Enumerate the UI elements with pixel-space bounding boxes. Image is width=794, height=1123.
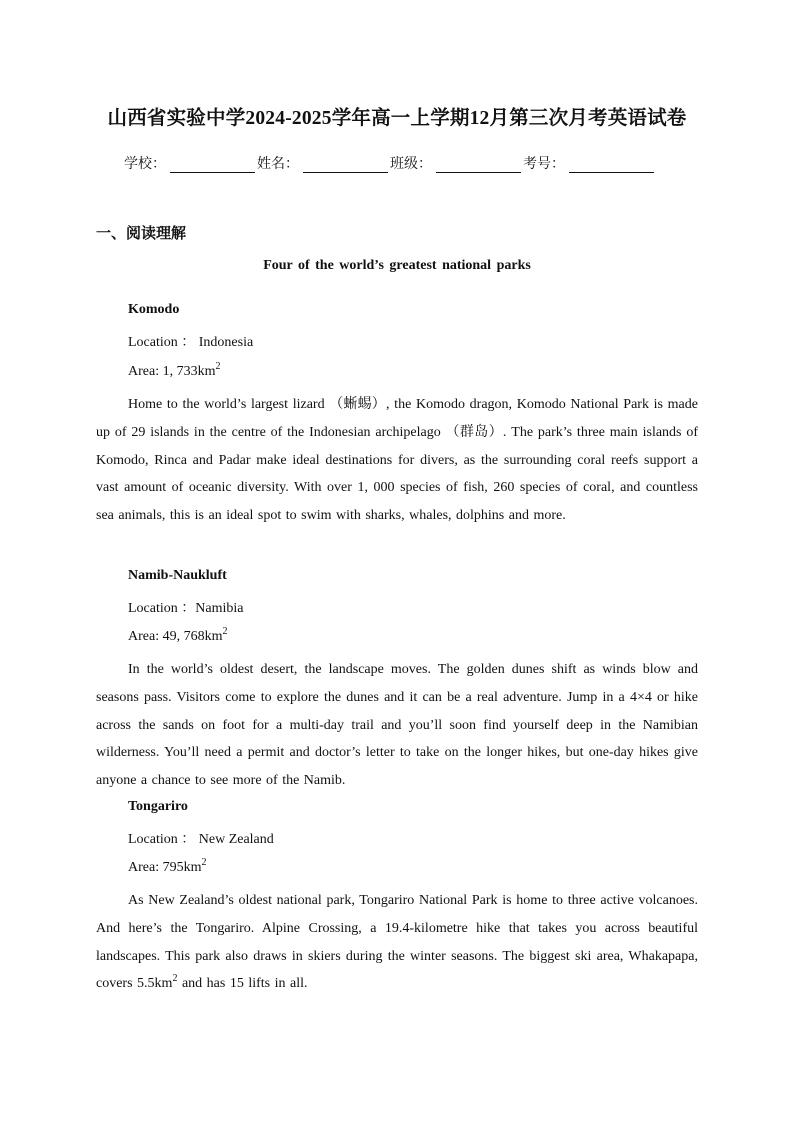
- area-unit-superscript: 2: [201, 857, 207, 868]
- number-label: 考号：: [523, 156, 565, 172]
- park-location-namib-naukluft: Location ：Namibia: [128, 601, 244, 616]
- class-blank: [436, 156, 521, 173]
- park-name-namib-naukluft: Namib-Naukluft: [128, 568, 227, 583]
- student-info-row: [124, 153, 656, 173]
- section-heading: 一、阅读理解: [96, 224, 187, 242]
- park-name-tongariro: Tongariro: [128, 799, 188, 814]
- park-paragraph-tongariro: [96, 887, 698, 998]
- park-location-komodo: Location ： Indonesia: [128, 335, 254, 350]
- park-location-tongariro: Location ： New Zealand: [128, 832, 274, 847]
- class-label: 班级：: [390, 156, 432, 172]
- park-area-tongariro: [128, 857, 207, 876]
- area-unit-superscript: 2: [222, 626, 228, 637]
- number-blank: [569, 156, 654, 173]
- paragraph-superscript: 2: [172, 973, 178, 985]
- park-paragraph-namib-naukluft: In the world’s oldest desert, the landscape moves. The golden dunes shift as winds blow and seasons pass. Visitors come to explore the dunes and it can be a real adventure. Jump in a 4×4 or hike across the sands on foot for a multi-day trail and you’ll soon find yourself deep in the Namibian wilderness. You’ll need a permit and doctor’s letter to take on the longer hikes, but one-day hikes give anyone a chance to see more of the Namib.: [96, 662, 698, 789]
- school-blank: [170, 156, 255, 173]
- school-label: 学校：: [124, 156, 166, 172]
- park-name-komodo: Komodo: [128, 302, 180, 317]
- area-value: Area: 795km: [128, 860, 202, 875]
- area-value: Area: 49, 768km: [128, 629, 223, 644]
- paragraph-text: As New Zealand’s oldest national park, Tongariro National Park is home to three active volcanoes. And here’s the Tongariro. Alpine Crossing, a 19.4-kilometre hike that takes you across beautiful landscapes. This park also draws in skiers during the winter seasons. The biggest ski area, Whakapapa, covers 5.5km: [96, 893, 698, 992]
- name-blank: [303, 156, 388, 173]
- name-label: 姓名：: [257, 156, 299, 172]
- area-value: Area: 1, 733km: [128, 364, 216, 379]
- park-area-komodo: [128, 361, 221, 380]
- paragraph-text-end: and has 15 lifts in all.: [177, 976, 308, 992]
- exam-title: 山西省实验中学2024-2025学年高一上学期12月第三次月考英语试卷: [107, 108, 687, 129]
- park-paragraph-komodo: Home to the world’s largest lizard （蜥蜴）, the Komodo dragon, Komodo National Park is made up of 29 islands in the centre of the Indonesian archipelago （群岛）. The park’s three main islands of Komodo, Rinca and Padar make ideal destinations for divers, as the surrounding coral reefs support a vast amount of oceanic diversity. With over 1, 000 species of fish, 260 species of coral, and countless sea animals, this is an ideal spot to swim with sharks, whales, dolphins and more.: [96, 397, 698, 524]
- passage-title: Four of the world’s greatest national parks: [263, 258, 531, 273]
- area-unit-superscript: 2: [215, 361, 221, 372]
- park-area-namib-naukluft: [128, 626, 228, 645]
